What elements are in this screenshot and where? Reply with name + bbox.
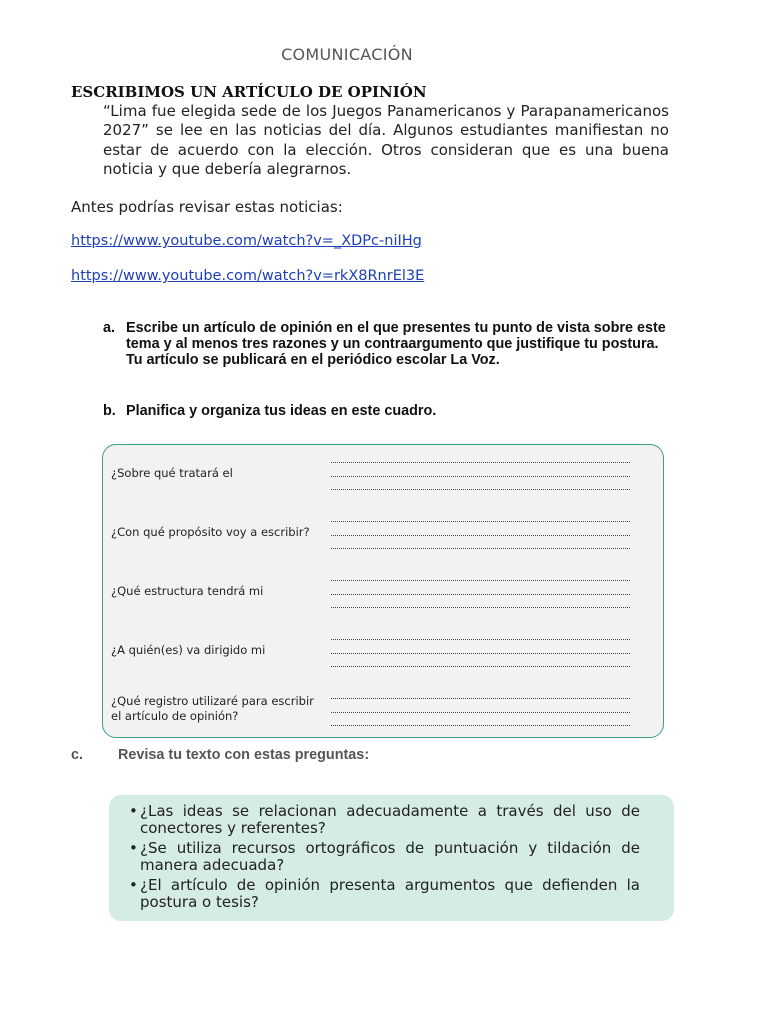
answer-line[interactable] <box>331 548 630 549</box>
answer-line[interactable] <box>331 698 630 699</box>
review-list <box>109 795 674 910</box>
review-item-3 <box>129 877 640 910</box>
task-a-text: Escribe un artículo de opinión en el que presentes tu punto de vista sobre este tema y al menos tres razones y un contraargumento que justifique tu postura. Tu artículo se publicará en el periódico escolar La Voz. <box>126 320 666 368</box>
answer-line[interactable] <box>331 521 630 522</box>
bullet-icon: • <box>129 876 138 894</box>
review-item-1 <box>129 803 640 836</box>
review-question-1: ¿Las ideas se relacionan adecuadamente a través del uso de conectores y referentes? <box>140 802 640 837</box>
planning-question-1: ¿Sobre qué tratará el <box>111 466 233 480</box>
answer-line[interactable] <box>331 653 630 654</box>
subject-title: COMUNICACIÓN <box>281 45 413 64</box>
task-a-label: a. <box>103 320 116 336</box>
planning-question-3: ¿Qué estructura tendrá mi <box>111 584 264 598</box>
answer-line[interactable] <box>331 666 630 667</box>
answer-line[interactable] <box>331 535 630 536</box>
review-item-2 <box>129 840 640 873</box>
news-link-2[interactable]: https://www.youtube.com/watch?v=rkX8RnrEl3E <box>71 268 425 284</box>
news-label: Antes podrías revisar estas noticias: <box>71 198 343 216</box>
news-link-1[interactable]: https://www.youtube.com/watch?v=_XDPc-niIHg <box>71 233 422 249</box>
review-box <box>109 795 674 921</box>
answer-line[interactable] <box>331 489 630 490</box>
answer-line[interactable] <box>331 725 630 726</box>
review-question-2: ¿Se utiliza recursos ortográficos de puntuación y tildación de manera adecuada? <box>140 839 640 874</box>
task-c-label: c. <box>71 747 84 763</box>
planning-question-5: ¿Qué registro utilizaré para escribir el artículo de opinión? <box>111 694 314 723</box>
page-title: ESCRIBIMOS UN ARTÍCULO DE OPINIÓN <box>71 83 427 101</box>
task-c <box>71 747 370 763</box>
task-b-label: b. <box>103 403 116 419</box>
answer-line[interactable] <box>331 476 630 477</box>
intro-paragraph: “Lima fue elegida sede de los Juegos Panamericanos y Parapanamericanos 2027” se lee en las noticias del día. Algunos estudiantes manifiestan no estar de acuerdo con la elección. Otros consideran que es una buena noticia y que debería alegrarnos. <box>103 102 669 179</box>
answer-line[interactable] <box>331 594 630 595</box>
bullet-icon: • <box>129 839 138 857</box>
answer-line[interactable] <box>331 580 630 581</box>
task-b-text: Planifica y organiza tus ideas en este cuadro. <box>126 403 437 419</box>
answer-line[interactable] <box>331 462 630 463</box>
planning-question-2: ¿Con qué propósito voy a escribir? <box>111 525 310 539</box>
bullet-icon: • <box>129 802 138 820</box>
answer-line[interactable] <box>331 607 630 608</box>
task-a <box>103 320 669 384</box>
answer-line[interactable] <box>331 712 630 713</box>
task-c-text: Revisa tu texto con estas preguntas: <box>118 747 370 763</box>
task-b <box>103 403 669 421</box>
answer-line[interactable] <box>331 639 630 640</box>
planning-question-4: ¿A quién(es) va dirigido mi <box>111 643 266 657</box>
review-question-3: ¿El artículo de opinión presenta argumentos que defienden la postura o tesis? <box>140 876 640 911</box>
